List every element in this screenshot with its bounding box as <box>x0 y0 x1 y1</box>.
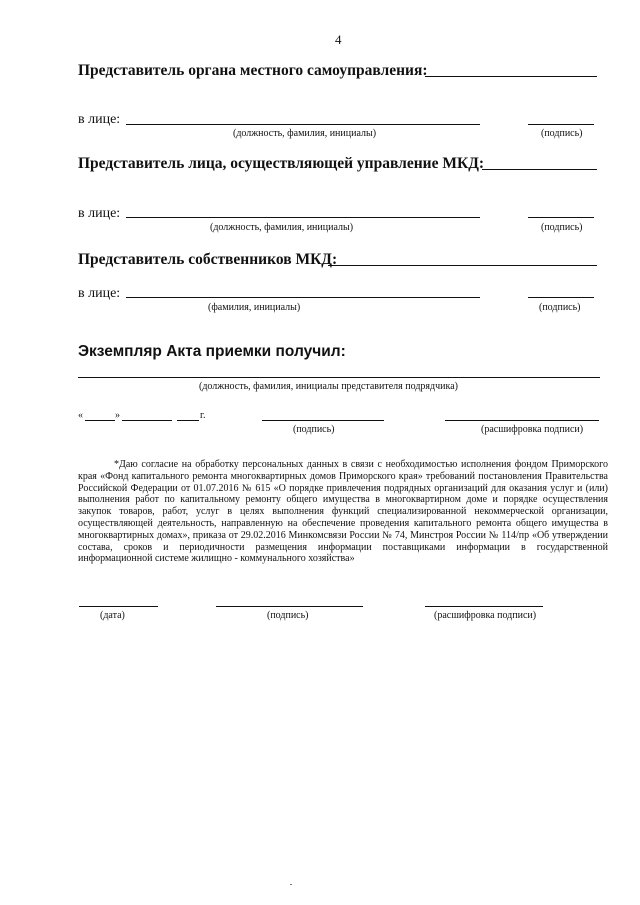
owners-signature-caption: (подпись) <box>539 302 581 313</box>
owners-name-line[interactable] <box>126 297 480 298</box>
mkd-manager-heading-line[interactable] <box>482 169 597 170</box>
consent-date-line[interactable] <box>79 606 158 607</box>
date-day-line[interactable] <box>85 420 115 421</box>
local-gov-position-caption: (должность, фамилия, инициалы) <box>233 128 377 139</box>
page-number: 4 <box>335 32 342 47</box>
mkd-manager-vlice-label: в лице: <box>78 206 121 221</box>
consent-paragraph: *Даю согласие на обработку персональных данных в связи с необходимостью исполнения фондом Приморского края «Фонд капитального ремонта многоквартирных домов Приморского края» требований постановления Правительства Российской Федерации от 01.07.2016 № 615 «О порядке привлечения подрядных организаций для оказания услуг и (или) выполнения работ по капитальному ремонту общего имущества в многоквартирном доме и порядке осуществления закупок товаров, работ, услуг в целях выполнения функций специализированной некоммерческой организации, осуществляющей деятельность, направленную на обеспечение проведения капитального ремонта общего имущества в многоквартирных домах», приказа от 29.02.2016 Минкомсвязи России № 74, Минстроя России № 114/пр «Об утверждении состава, сроков и периодичности размещения информации поставщиками информации в государственной информационной системе жилищно - коммунального хозяйства» <box>78 459 608 565</box>
local-gov-heading: Представитель органа местного самоуправления: <box>78 62 428 79</box>
consent-decoding-caption: (расшифровка подписи) <box>434 610 537 621</box>
scan-speck <box>290 884 292 885</box>
mkd-manager-heading: Представитель лица, осуществляющей управление МКД: <box>78 155 485 172</box>
mkd-manager-signature-caption: (подпись) <box>541 222 583 233</box>
acceptance-signature-caption: (подпись) <box>293 424 335 435</box>
date-year-suffix: г. <box>200 410 206 421</box>
owners-signature-line[interactable] <box>528 297 594 298</box>
mkd-manager-position-caption: (должность, фамилия, инициалы) <box>210 222 354 233</box>
owners-heading: Представитель собственников МКД: <box>78 251 338 268</box>
contractor-caption: (должность, фамилия, инициалы представителя подрядчика) <box>199 381 458 392</box>
consent-decoding-line[interactable] <box>425 606 543 607</box>
owners-heading-line[interactable] <box>328 265 597 266</box>
consent-signature-caption: (подпись) <box>267 610 309 621</box>
contractor-line[interactable] <box>78 377 600 378</box>
local-gov-signature-line[interactable] <box>528 124 594 125</box>
local-gov-name-line[interactable] <box>126 124 480 125</box>
owners-name-caption: (фамилия, инициалы) <box>208 302 301 313</box>
acceptance-decoding-caption: (расшифровка подписи) <box>481 424 584 435</box>
owners-vlice-label: в лице: <box>78 286 121 301</box>
date-month-line[interactable] <box>122 420 172 421</box>
consent-date-caption: (дата) <box>100 610 125 621</box>
local-gov-heading-line[interactable] <box>425 76 597 77</box>
local-gov-signature-caption: (подпись) <box>541 128 583 139</box>
acceptance-decoding-line[interactable] <box>445 420 599 421</box>
mkd-manager-name-line[interactable] <box>126 217 480 218</box>
copy-received-heading: Экземпляр Акта приемки получил: <box>78 343 346 360</box>
date-close-quote: » <box>115 410 120 421</box>
local-gov-vlice-label: в лице: <box>78 112 121 127</box>
date-year-line[interactable] <box>177 420 199 421</box>
consent-signature-line[interactable] <box>216 606 363 607</box>
mkd-manager-signature-line[interactable] <box>528 217 594 218</box>
date-open-quote: « <box>78 410 83 421</box>
acceptance-signature-line[interactable] <box>262 420 384 421</box>
